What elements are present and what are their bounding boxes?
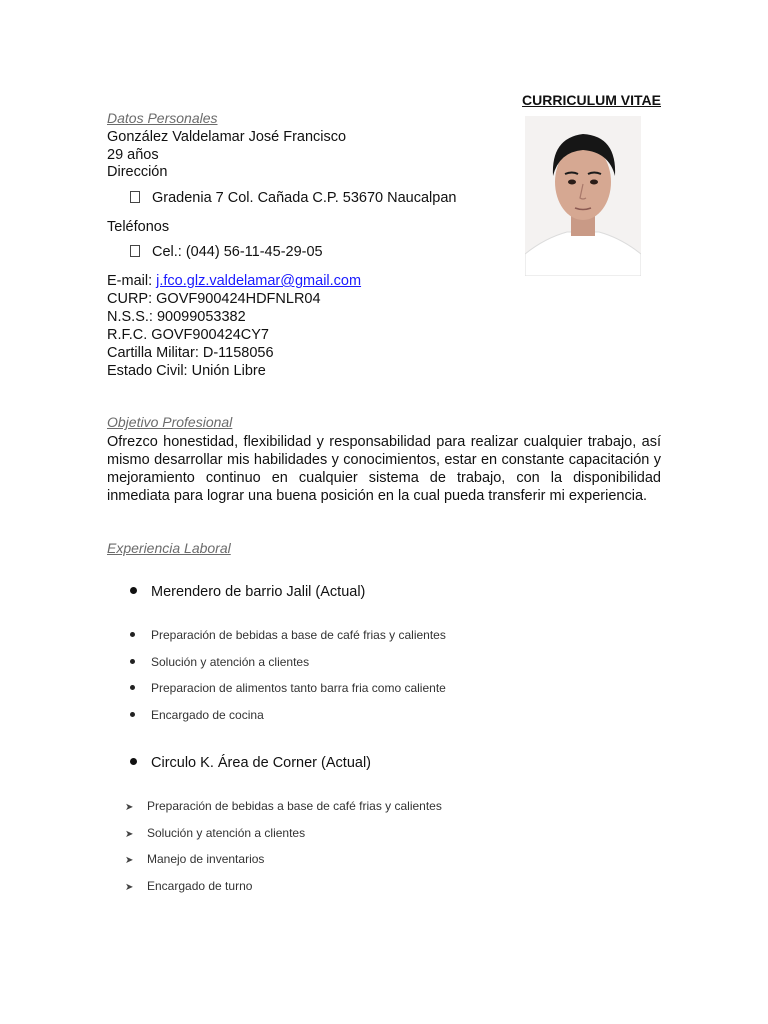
phones-label: Teléfonos [107,219,170,235]
email-line [107,272,361,290]
job-title: Merendero de barrio Jalil (Actual) [151,584,366,600]
arrow-bullet-icon: ➤ [125,882,134,893]
section-heading-experience: Experiencia Laboral [107,540,231,556]
bullet-icon [130,712,135,717]
phone-text: Cel.: (044) 56-11-45-29-05 [152,244,323,260]
email-label: E-mail: [107,273,157,289]
bullet-icon [130,632,135,637]
task-text: Encargado de turno [147,879,253,893]
address-item [130,190,456,206]
task-item [130,655,309,669]
section-heading-objective: Objetivo Profesional [107,414,233,430]
age: 29 años [107,147,159,163]
section-heading-personal: Datos Personales [107,110,218,126]
page-title: CURRICULUM VITAE [522,92,661,108]
task-item [125,826,305,840]
job-item [130,584,365,600]
arrow-bullet-icon: ➤ [125,855,134,866]
full-name: González Valdelamar José Francisco [107,129,347,145]
job-title: Circulo K. Área de Corner (Actual) [151,755,371,771]
task-item [130,708,264,722]
task-text: Preparación de bebidas a base de café frias y calientes [147,799,442,813]
task-item [130,628,446,642]
task-item [125,879,252,893]
objective-text: Ofrezco honestidad, flexibilidad y responsabilidad para realizar cualquier trabajo, así mismo desarrollar mis habilidades y conocimientos, estar en constante capacitación y mejoramiento continuo en cualquier sistema de trabajo, con la disponibilidad inmediata para lograr una buena posición en la cual pueda transferir mi experiencia. [107,434,661,504]
task-text: Encargado de cocina [151,708,264,722]
square-bullet-icon [130,191,140,203]
bullet-icon [130,758,137,765]
bullet-icon [130,659,135,664]
civil-status: Estado Civil: Unión Libre [107,363,266,379]
task-text: Solución y atención a clientes [147,826,306,840]
task-item [130,681,446,695]
phone-item [130,244,323,260]
arrow-bullet-icon: ➤ [125,829,134,840]
task-text: Preparacion de alimentos tanto barra fria como caliente [151,681,446,695]
rfc: R.F.C. GOVF900424CY7 [107,327,269,343]
task-text: Preparación de bebidas a base de café frias y calientes [151,628,446,642]
address-label: Dirección [107,164,168,180]
bullet-icon [130,587,137,594]
job-item [130,755,371,771]
square-bullet-icon [130,245,140,257]
profile-photo [525,116,641,276]
email-link[interactable]: j.fco.glz.valdelamar@gmail.com [156,273,362,289]
military-card: Cartilla Militar: D-1158056 [107,345,274,361]
curp: CURP: GOVF900424HDFNLR04 [107,291,321,307]
task-item [125,852,264,866]
arrow-bullet-icon: ➤ [125,802,134,813]
task-text: Solución y atención a clientes [151,655,310,669]
bullet-icon [130,685,135,690]
task-text: Manejo de inventarios [147,852,265,866]
address-text: Gradenia 7 Col. Cañada C.P. 53670 Naucalpan [152,190,457,206]
task-item [125,799,442,813]
nss: N.S.S.: 90099053382 [107,309,246,325]
